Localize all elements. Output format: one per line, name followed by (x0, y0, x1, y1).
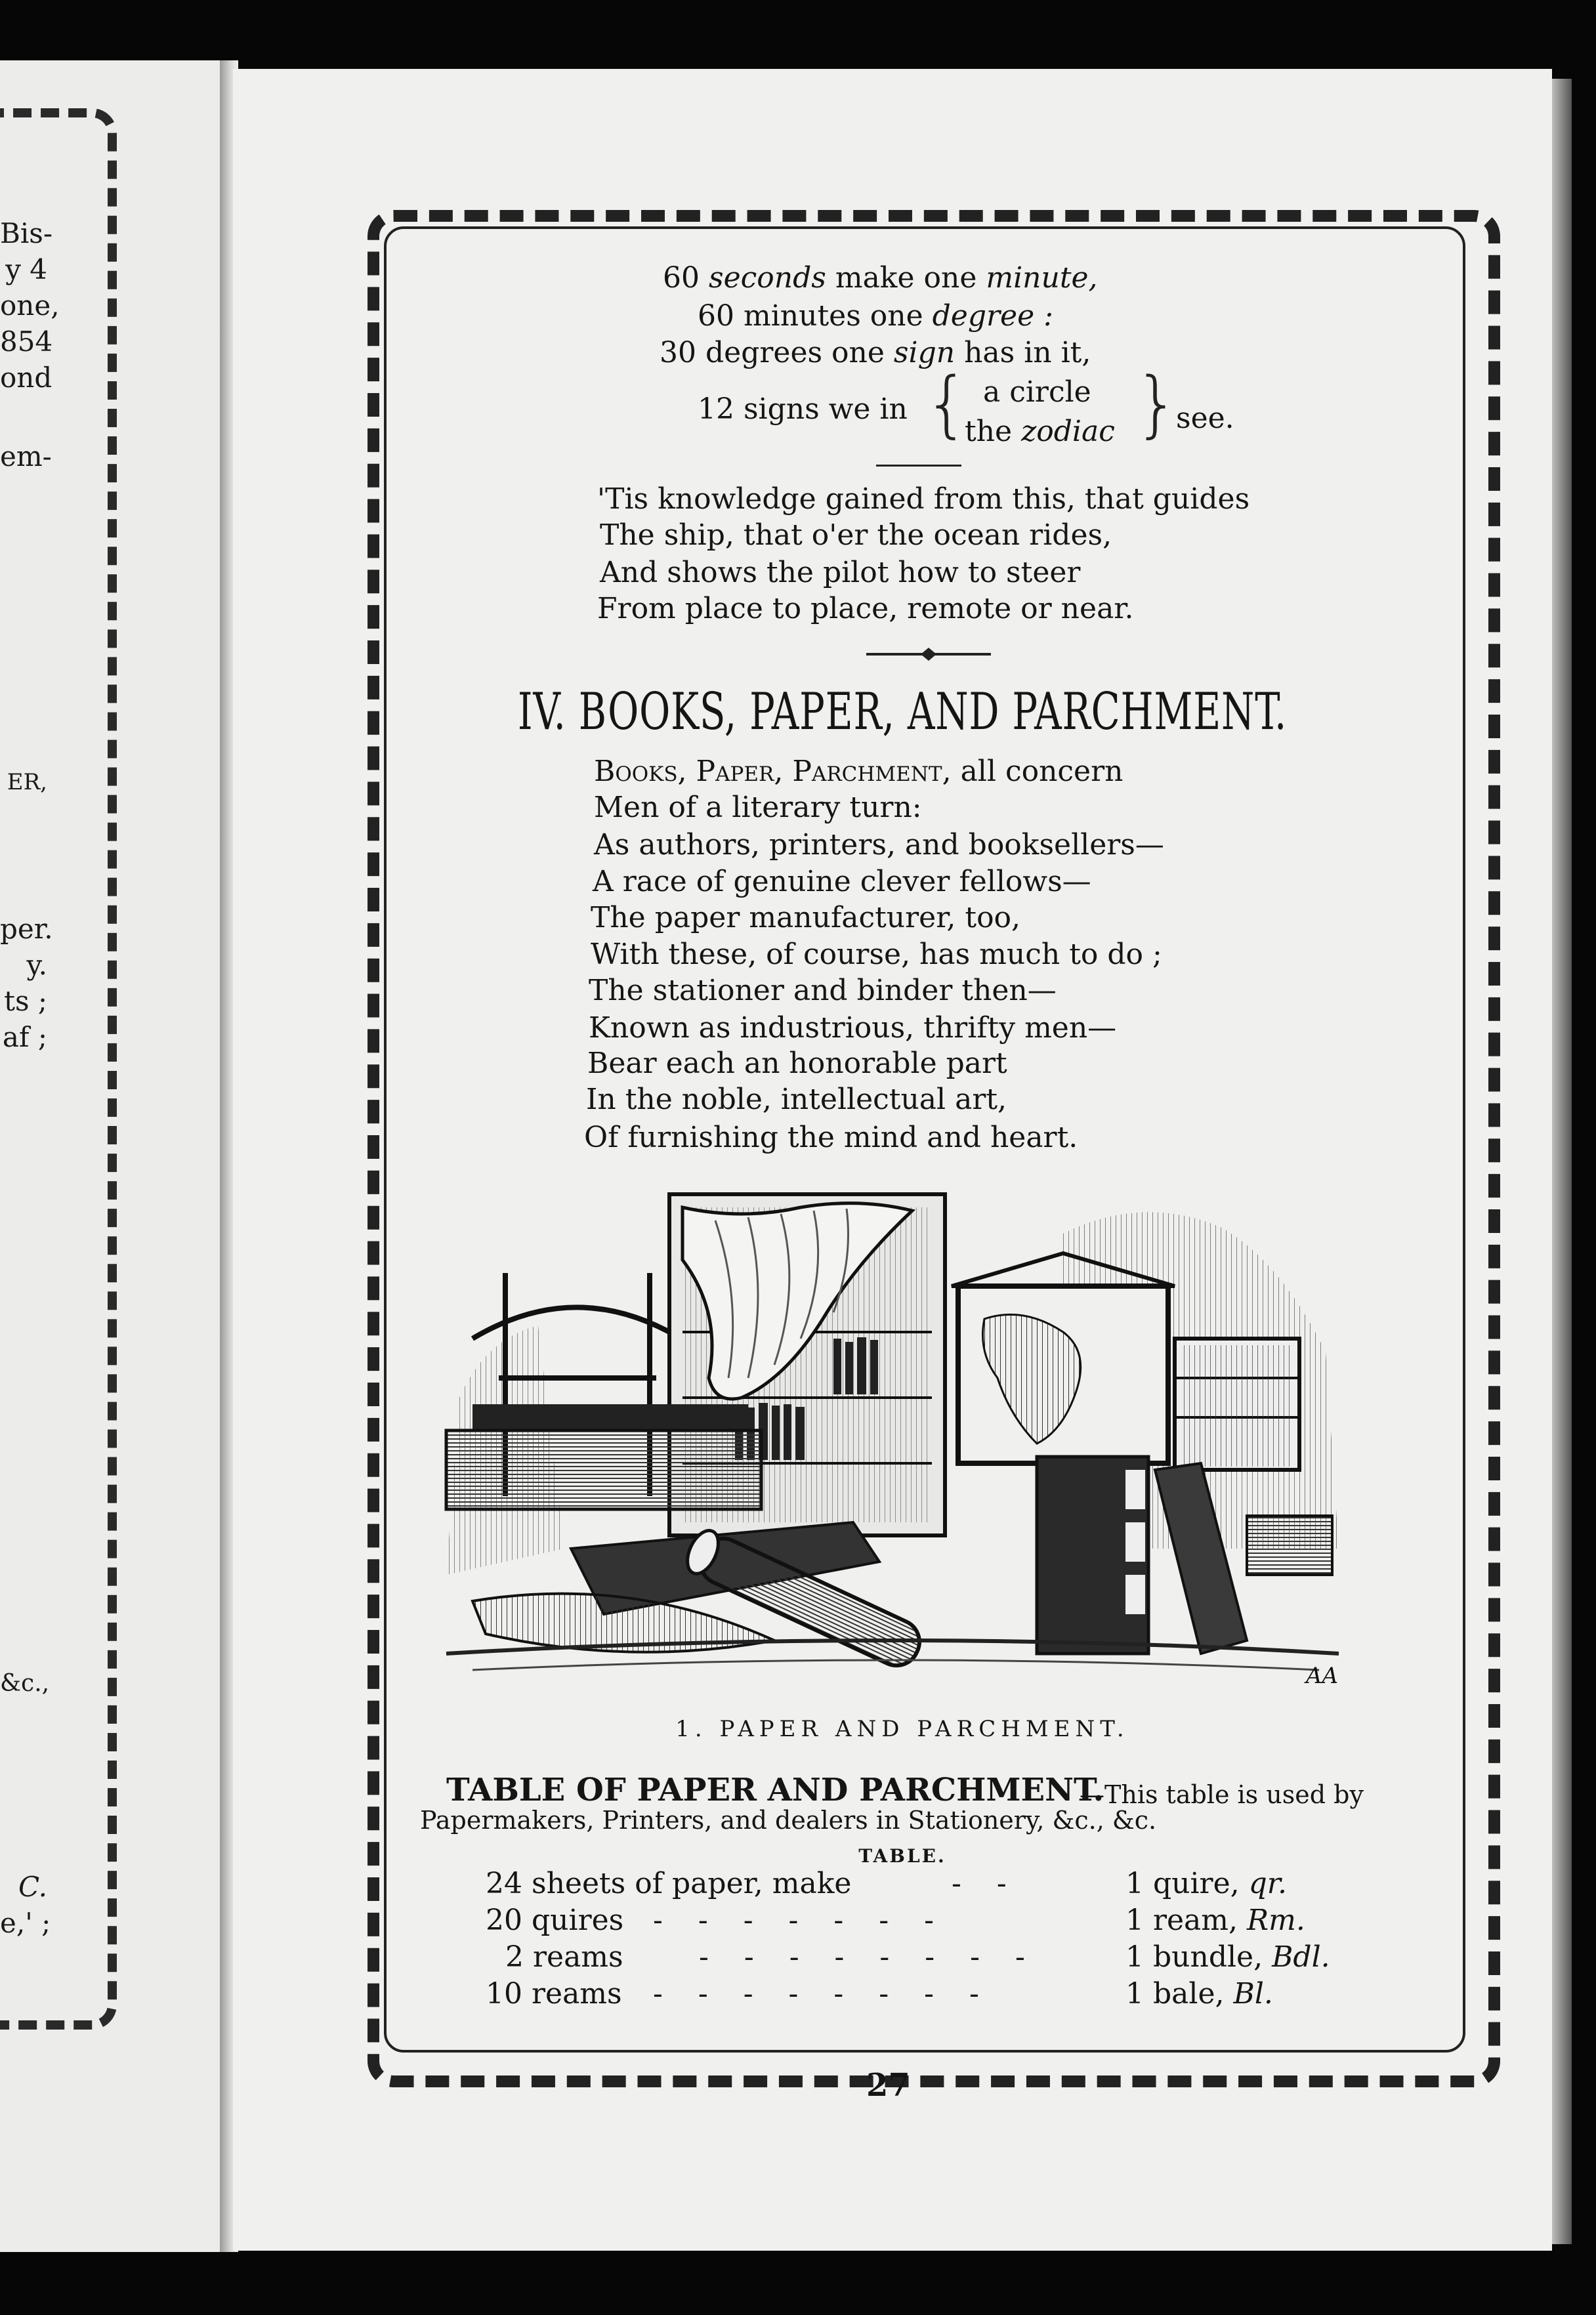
table-row: 2 reams - - - - - - - - 1 bundle, Bdl. (505, 1940, 1330, 1974)
verse-line: 60 seconds make one minute, (663, 261, 1098, 295)
engraver-signature: AA (1306, 1663, 1339, 1689)
diamond-divider-icon (866, 644, 991, 664)
verse-line: 60 minutes one degree : (698, 299, 1053, 333)
verse-line: A race of genuine clever fellows— (593, 865, 1091, 898)
right-page-edge (1552, 79, 1572, 2244)
verse-line: Of furnishing the mind and heart. (584, 1121, 1078, 1154)
verse-line: As authors, printers, and booksellers— (594, 828, 1164, 862)
right-brace-icon: } (1134, 362, 1180, 446)
verse-line: Bear each an honorable part (587, 1047, 1007, 1080)
table-row: 24 sheets of paper, make - - 1 quire, qr. (486, 1867, 1287, 1900)
left-fragment: per. (0, 913, 53, 945)
left-fragment: em- (0, 440, 52, 472)
verse-line: In the noble, intellectual art, (586, 1083, 1007, 1116)
section-heading: IV. BOOKS, PAPER, AND PARCHMENT. (517, 682, 1288, 741)
brace-option: the zodiac (965, 415, 1115, 448)
verse-line: The paper manufacturer, too, (591, 901, 1021, 934)
left-fragment: e,' ; (0, 1907, 51, 1939)
left-fragment: one, (0, 289, 60, 322)
verse-line: 30 degrees one sign has in it, (660, 336, 1091, 369)
page-number: 27 (866, 2067, 910, 2104)
brace-option: a circle (983, 375, 1091, 409)
left-fragment: y. (26, 949, 47, 981)
verse-line: And shows the pilot how to steer (600, 556, 1081, 589)
verse-line: With these, of course, has much to do ; (591, 938, 1162, 971)
table-row: 10 reams - - - - - - - - 1 bale, Bl. (486, 1977, 1273, 2011)
left-fragment: ts ; (4, 985, 47, 1017)
table-row: 20 quires - - - - - - - 1 ream, Rm. (486, 1904, 1305, 1937)
table-description: —This table is used by (1080, 1780, 1364, 1809)
verse-line: Known as industrious, thrifty men— (589, 1011, 1117, 1045)
left-brace-icon: { (924, 362, 970, 446)
left-fragment: y 4 (5, 253, 47, 285)
left-fragment: ER, (7, 769, 47, 795)
woodcut-illustration (433, 1181, 1372, 1693)
verse-line: 'Tis knowledge gained from this, that guides (597, 482, 1250, 516)
left-fragment: af ; (2, 1021, 47, 1053)
verse-line: see. (1176, 402, 1234, 435)
verse-line: The stationer and binder then— (589, 974, 1057, 1007)
table-description: Papermakers, Printers, and dealers in Stationery, &c., &c. (420, 1806, 1157, 1835)
left-fragment: Bis- (0, 217, 53, 249)
subsection-caption: 1. PAPER AND PARCHMENT. (675, 1716, 1129, 1742)
verse-line: From place to place, remote or near. (597, 592, 1134, 625)
table-label: TABLE. (858, 1845, 946, 1867)
left-fragment: ond (0, 362, 52, 394)
verse-line: 12 signs we in (698, 392, 908, 426)
short-rule (876, 465, 961, 467)
left-fragment: C. (18, 1871, 47, 1903)
left-fragment: 854 (0, 325, 53, 358)
table-title: TABLE OF PAPER AND PARCHMENT. (446, 1772, 1104, 1808)
verse-line: Books, Paper, Parchment, all concern (594, 755, 1124, 788)
verse-line: The ship, that o'er the ocean rides, (600, 518, 1112, 552)
verse-line: Men of a literary turn: (594, 791, 922, 824)
left-fragment: &c., (0, 1670, 50, 1697)
left-page-chain-border (0, 108, 117, 2030)
